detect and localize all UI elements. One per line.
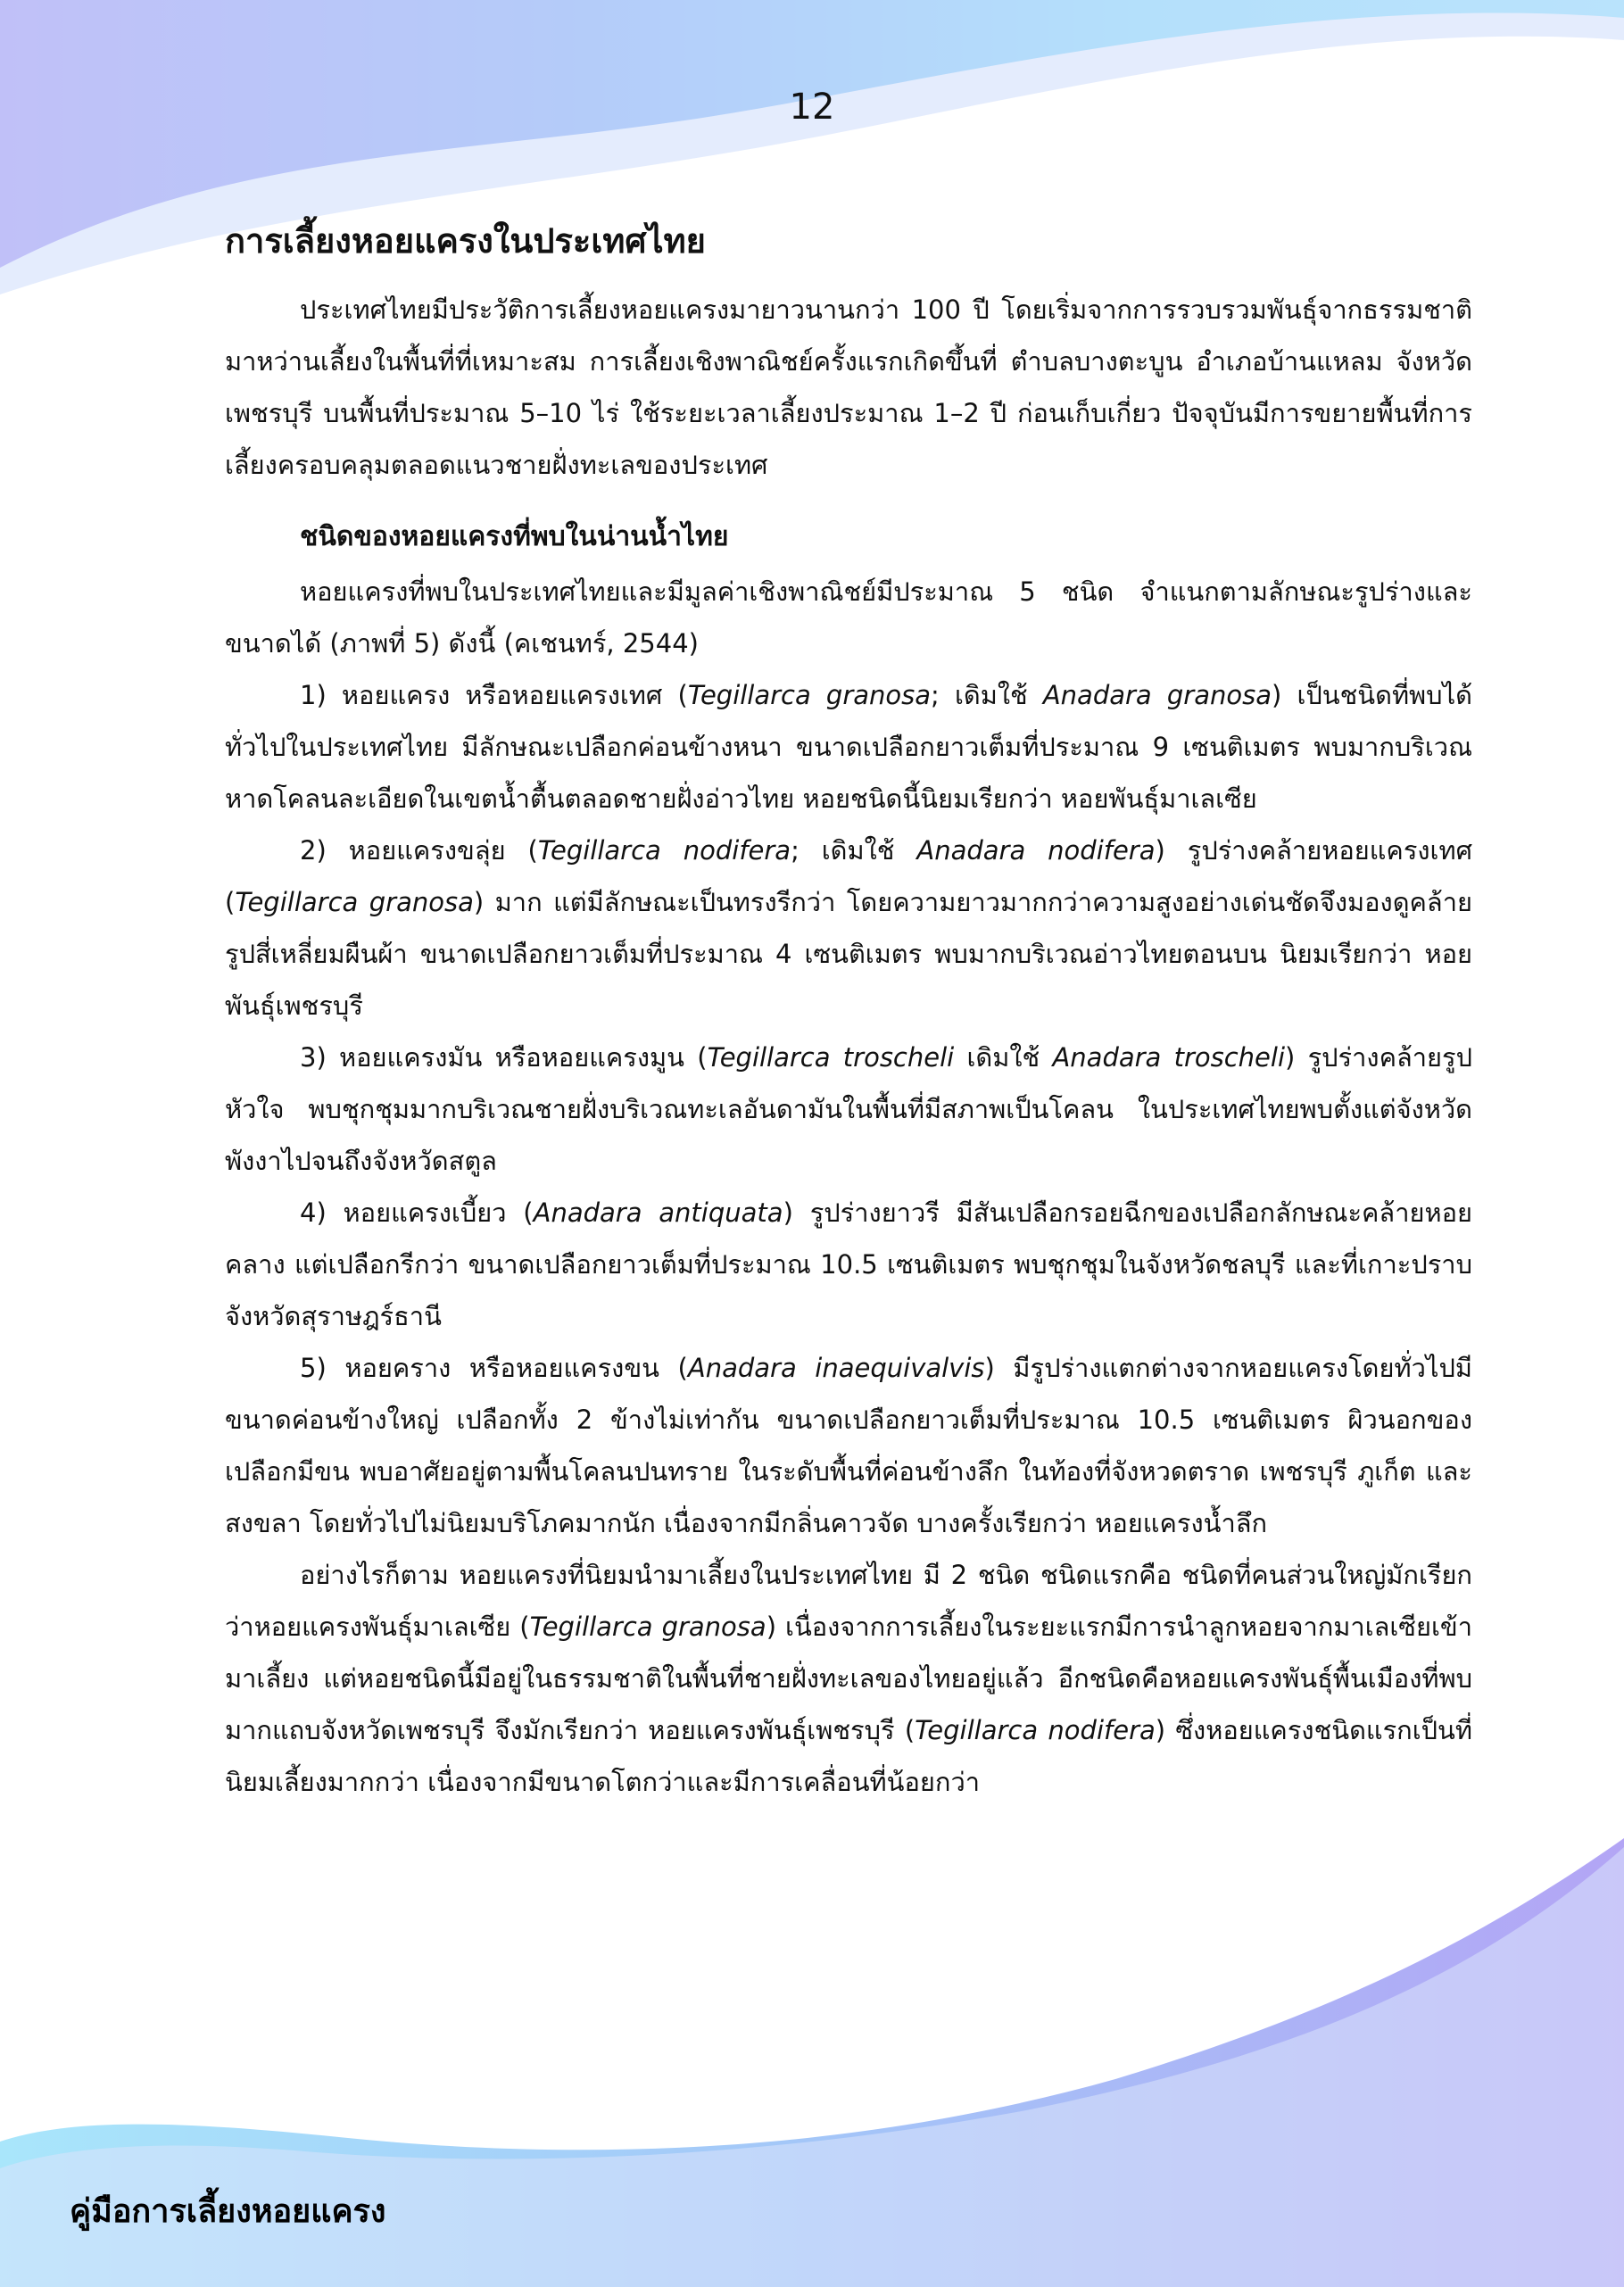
species-item-2 [225, 824, 1472, 1032]
species-3-sci-name: Tegillarca troscheli [707, 1042, 955, 1073]
species-1-description: ) เป็นชนิดที่พบได้ทั่วไปในประเทศไทย มีลักษณะเปลือกค่อนข้างหนา ขนาดเปลือกยาวเต็มที่ประมาณ 9 เซนติเมตร พบมากบริเวณหาดโคลนละเอียดในเขตน้ำตื้นตลอดชายฝั่งอ่าวไทย หอยชนิดนี้นิยมเรียกว่า หอยพันธุ์มาเลเซีย [225, 680, 1473, 814]
species-4-sci-name: Anadara antiquata [533, 1197, 783, 1228]
closing-tail: ) ซึ่งหอยแครงชนิดแรกเป็นที่นิยมเลี้ยงมากกว่า เนื่องจากมีขนาดโตกว่าและมีการเคลื่อนที่น้อยกว่า [225, 1715, 1472, 1797]
closing-paragraph [225, 1549, 1472, 1808]
species-item-5 [225, 1342, 1472, 1549]
intro-paragraph: ประเทศไทยมีประวัติการเลี้ยงหอยแครงมายาวนานกว่า 100 ปี โดยเริ่มจากการรวบรวมพันธุ์จากธรรมชาติมาหว่านเลี้ยงในพื้นที่ที่เหมาะสม การเลี้ยงเชิงพาณิชย์ครั้งแรกเกิดขึ้นที่ ตำบลบางตะบูน อำเภอบ้านแหลม จังหวัดเพชรบุรี บนพื้นที่ประมาณ 5–10 ไร่ ใช้ระยะเวลาเลี้ยงประมาณ 1–2 ปี ก่อนเก็บเกี่ยว ปัจจุบันมีการขยายพื้นที่การเลี้ยงครอบคลุมตลอดแนวชายฝั่งทะเลของประเทศ [225, 294, 1472, 480]
page-content [225, 214, 1472, 1808]
closing-sci-name-1: Tegillarca granosa [529, 1612, 766, 1642]
species-3-lead: 3) หอยแครงมัน หรือหอยแครงมูน ( [300, 1042, 708, 1073]
species-2-mid: ; เดิมใช้ [791, 835, 917, 866]
species-5-lead: 5) หอยคราง หรือหอยแครงขน ( [300, 1353, 688, 1383]
closing-mid: ) เนื่องจากการเลี้ยงในระยะแรกมีการนำลูกหอยจากมาเลเซียเข้ามาเลี้ยง แต่หอยชนิดนี้มีอยู่ในธรรมชาติในพื้นที่ชายฝั่งทะเลของไทยอยู่แล้ว อีกชนิดคือหอยแครงพันธุ์พื้นเมืองที่พบมากแถบจังหวัดเพชรบุรี จึงมักเรียกว่า หอยแครงพันธุ์เพชรบุรี ( [225, 1612, 1472, 1745]
species-2-compare-sci-name: Tegillarca granosa [235, 887, 474, 917]
species-2-description: ) มาก แต่มีลักษณะเป็นทรงรีกว่า โดยความยาวมากกว่าความสูงอย่างเด่นชัดจึงมองดูคล้ายรูปสี่เหลี่ยมผืนผ้า ขนาดเปลือกยาวเต็มที่ประมาณ 4 เซนติเมตร พบมากบริเวณอ่าวไทยตอนบน นิยมเรียกว่า หอยพันธุ์เพชรบุรี [225, 887, 1472, 1021]
closing-sci-name-2: Tegillarca nodifera [915, 1715, 1156, 1745]
species-2-compare: ) รูปร่างคล้ายหอยแครงเทศ ( [225, 835, 1472, 917]
species-item-1 [225, 669, 1472, 824]
species-1-lead: 1) หอยแครง หรือหอยแครงเทศ ( [300, 680, 688, 710]
species-2-sci-name: Tegillarca nodifera [537, 835, 791, 866]
species-1-mid: ; เดิมใช้ [931, 680, 1043, 710]
species-1-sci-name: Tegillarca granosa [687, 680, 932, 710]
species-3-old-sci-name: Anadara troscheli [1052, 1042, 1285, 1073]
closing-lead: อย่างไรก็ตาม หอยแครงที่นิยมนำมาเลี้ยงในประเทศไทย มี 2 ชนิด ชนิดแรกคือ ชนิดที่คนส่วนใหญ่มักเรียกว่าหอยแครงพันธุ์มาเลเซีย ( [225, 1560, 1472, 1642]
species-4-lead: 4) หอยแครงเบี้ยว ( [300, 1197, 534, 1228]
species-intro-paragraph: หอยแครงที่พบในประเทศไทยและมีมูลค่าเชิงพาณิชย์มีประมาณ 5 ชนิด จำแนกตามลักษณะรูปร่างและขนาดได้ (ภาพที่ 5) ดังนี้ (คเชนทร์, 2544) [225, 576, 1472, 659]
species-4-description: ) รูปร่างยาวรี มีสันเปลือกรอยฉีกของเปลือกลักษณะคล้ายหอยคลาง แต่เปลือกรีกว่า ขนาดเปลือกยาวเต็มที่ประมาณ 10.5 เซนติเมตร พบชุกชุมในจังหวัดชลบุรี และที่เกาะปราบ จังหวัดสุราษฎร์ธานี [225, 1197, 1472, 1331]
section-title: การเลี้ยงหอยแครงในประเทศไทย [225, 221, 706, 261]
species-2-lead: 2) หอยแครงขลุ่ย ( [300, 835, 538, 866]
species-1-old-sci-name: Anadara granosa [1042, 680, 1272, 710]
page-number: 12 [789, 87, 835, 128]
species-3-description: ) รูปร่างคล้ายรูปหัวใจ พบชุกชุมมากบริเวณชายฝั่งบริเวณทะเลอันดามันในพื้นที่มีสภาพเป็นโคลน ในประเทศไทยพบตั้งแต่จังหวัดพังงาไปจนถึงจังหวัดสตูล [225, 1042, 1473, 1176]
species-2-old-sci-name: Anadara nodifera [916, 835, 1156, 866]
species-5-description: ) มีรูปร่างแตกต่างจากหอยแครงโดยทั่วไปมีขนาดค่อนข้างใหญ่ เปลือกทั้ง 2 ข้างไม่เท่ากัน ขนาดเปลือกยาวเต็มที่ประมาณ 10.5 เซนติเมตร ผิวนอกของเปลือกมีขน พบอาศัยอยู่ตามพื้นโคลนปนทราย ในระดับพื้นที่ค่อนข้างลึก ในท้องที่จังหวดตราด เพชรบุรี ภูเก็ต และสงขลา โดยทั่วไปไม่นิยมบริโภคมากนัก เนื่องจากมีกลิ่นคาวจัด บางครั้งเรียกว่า หอยแครงน้ำลึก [225, 1353, 1472, 1538]
species-item-4 [225, 1187, 1472, 1342]
species-heading: ชนิดของหอยแครงที่พบในน่านน้ำไทย [300, 521, 729, 552]
species-3-mid: เดิมใช้ [954, 1042, 1053, 1073]
species-5-sci-name: Anadara inaequivalvis [687, 1353, 985, 1383]
species-item-3 [225, 1032, 1472, 1187]
footer-book-title: คู่มือการเลี้ยงหอยแครง [70, 2193, 386, 2230]
